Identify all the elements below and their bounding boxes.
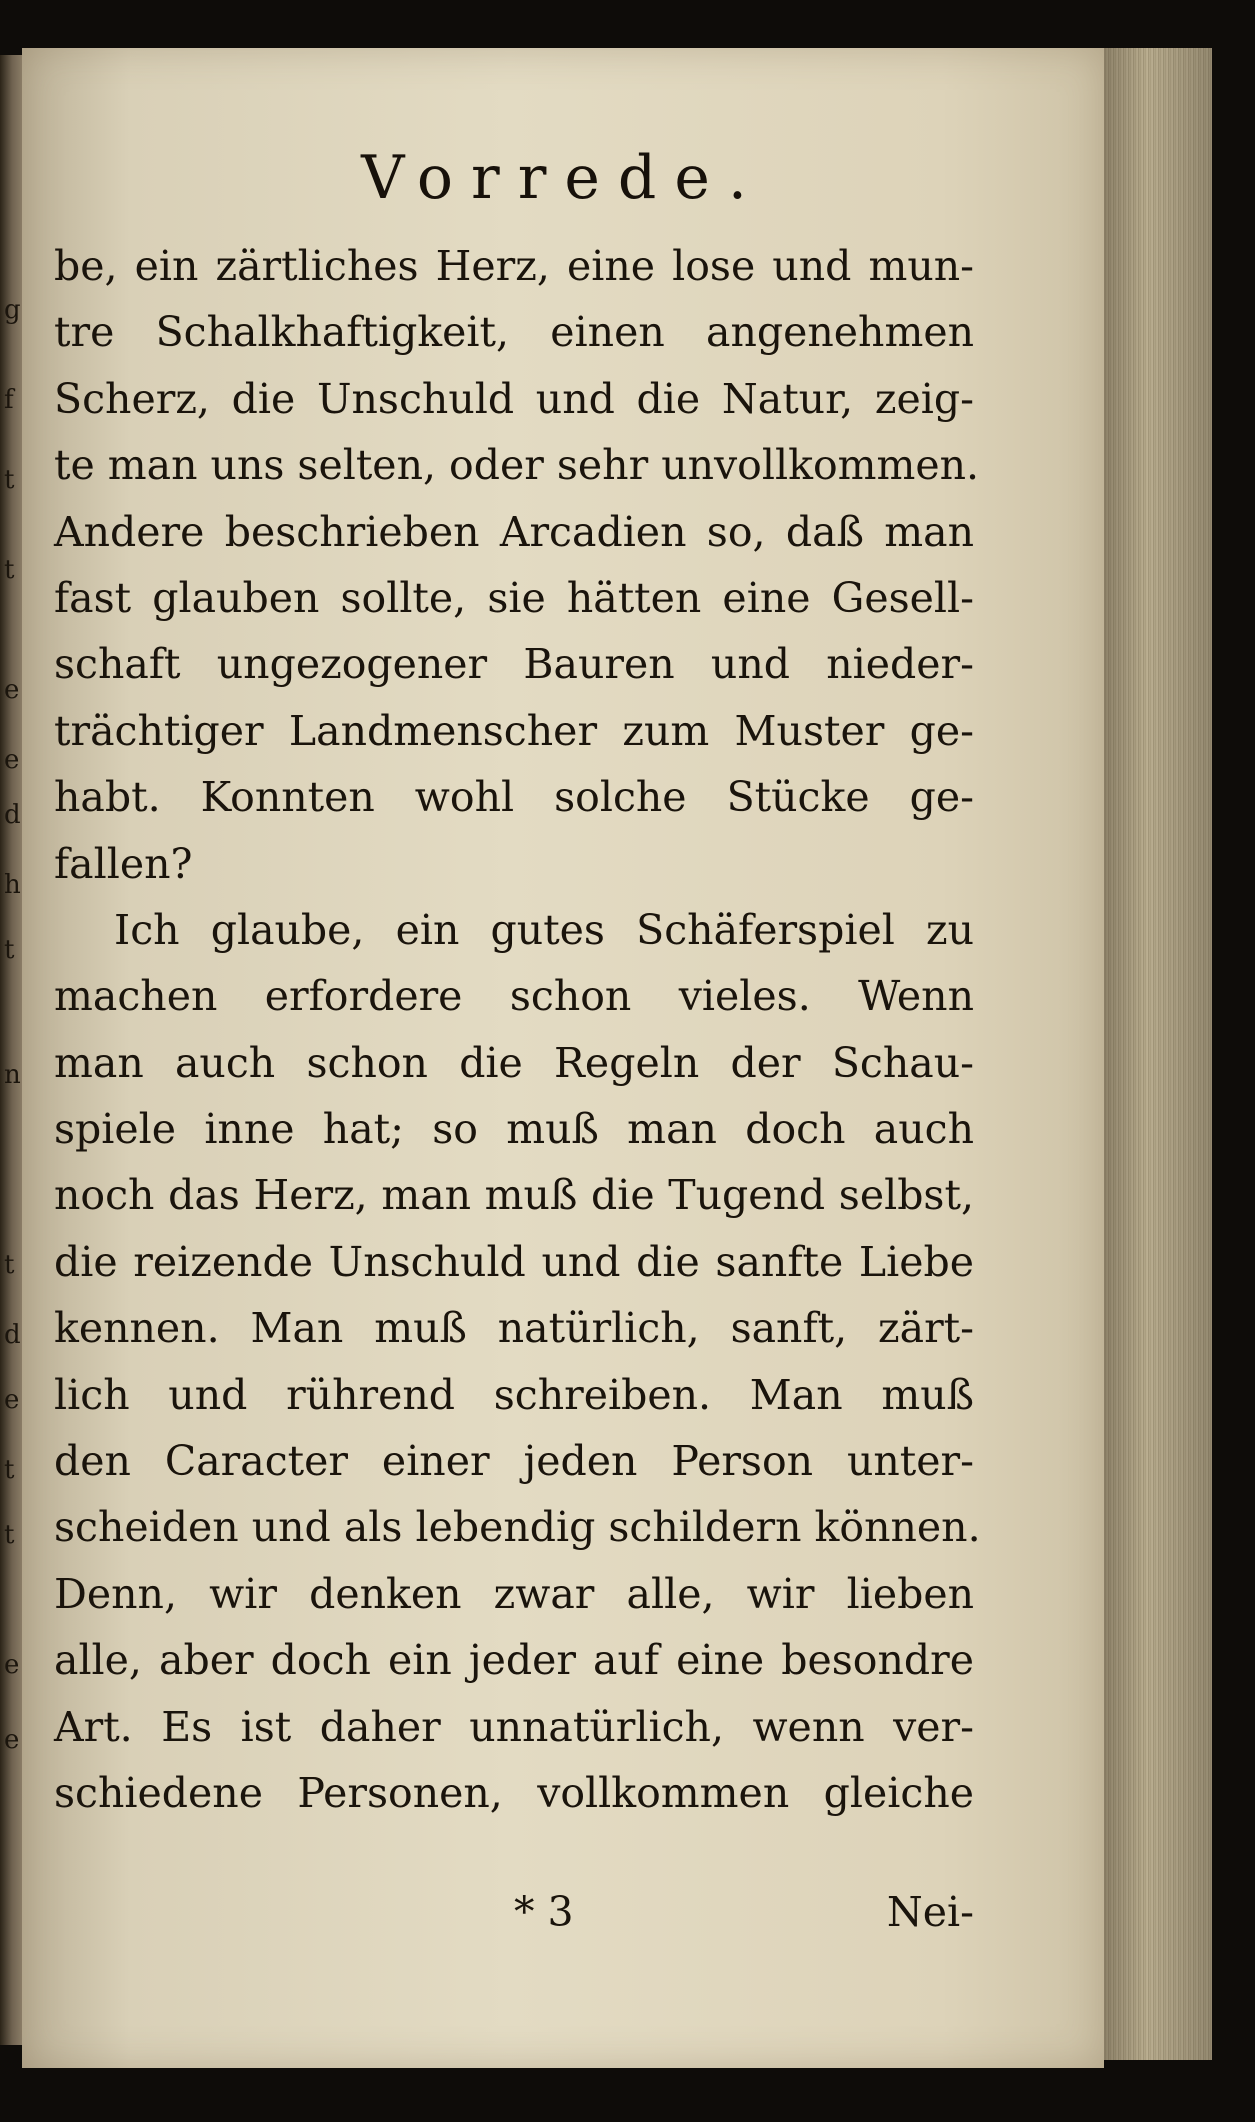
text-line: Art. Es ist daher unnatürlich, wenn ver- xyxy=(54,1702,974,1751)
previous-page-edge xyxy=(0,55,22,2045)
running-head: Vorrede. xyxy=(361,143,765,213)
text-line: tre Schalkhaftigkeit, einen angenehmen xyxy=(54,308,974,357)
text-line: Scherz, die Unschuld und die Natur, zeig- xyxy=(54,374,974,423)
text-line: den Caracter einer jeden Person unter- xyxy=(54,1437,974,1486)
previous-page-fragment: t xyxy=(4,1250,15,1280)
previous-page-fragment: t xyxy=(4,555,15,585)
text-line: Andere beschrieben Arcadien so, daß man xyxy=(54,507,974,556)
previous-page-fragment: t xyxy=(4,935,15,965)
text-line: scheiden und als lebendig schildern können. xyxy=(54,1503,981,1552)
page-block-edge xyxy=(1104,48,1212,2060)
previous-page-fragment: f xyxy=(4,385,14,415)
page-block-shading xyxy=(1104,48,1212,2060)
previous-page-fragment: e xyxy=(4,1725,20,1755)
previous-page-fragment: d xyxy=(4,1320,21,1350)
text-line: man auch schon die Regeln der Schau- xyxy=(54,1038,974,1087)
text-line: kennen. Man muß natürlich, sanft, zärt- xyxy=(54,1304,974,1353)
text-line: die reizende Unschuld und die sanfte Liebe xyxy=(54,1237,974,1286)
previous-page-fragment: t xyxy=(4,1520,15,1550)
page-footer xyxy=(54,1888,974,1954)
text-line: noch das Herz, man muß die Tugend selbst, xyxy=(54,1171,974,1220)
text-line: Ich glaube, ein gutes Schäferspiel zu xyxy=(114,905,974,954)
text-line: te man uns selten, oder sehr unvollkommen. xyxy=(54,441,980,490)
text-line: trächtiger Landmenscher zum Muster ge- xyxy=(54,706,974,755)
text-line: machen erfordere schon vieles. Wenn xyxy=(54,972,974,1021)
text-line: habt. Konnten wohl solche Stücke ge- xyxy=(54,773,974,822)
previous-page-fragment: t xyxy=(4,1455,15,1485)
previous-page-fragment: e xyxy=(4,675,20,705)
text-line: schaft ungezogener Bauren und nieder- xyxy=(54,640,974,689)
body-text xyxy=(54,233,981,1826)
text-line: fast glauben sollte, sie hätten eine Gesell- xyxy=(54,573,974,622)
catchword: Nei- xyxy=(886,1888,974,1936)
text-line: lich und rührend schreiben. Man muß xyxy=(54,1370,974,1419)
text-line: Denn, wir denken zwar alle, wir lieben xyxy=(54,1569,974,1618)
book-page xyxy=(22,48,1104,2068)
previous-page-fragment: n xyxy=(4,1060,21,1090)
previous-page-fragment: e xyxy=(4,1650,20,1680)
previous-page-fragment: g xyxy=(4,295,21,325)
previous-page-fragment: e xyxy=(4,1385,20,1415)
previous-page-fragment: d xyxy=(4,800,21,830)
signature-mark: * 3 xyxy=(514,1888,574,1936)
text-line: fallen? xyxy=(54,839,193,888)
text-line: spiele inne hat; so muß man doch auch xyxy=(54,1105,974,1154)
previous-page-fragment: e xyxy=(4,745,20,775)
text-line: schiedene Personen, vollkommen gleiche xyxy=(54,1768,974,1817)
previous-page-fragment: h xyxy=(4,870,21,900)
text-line: alle, aber doch ein jeder auf eine besondre xyxy=(54,1636,974,1685)
text-line: be, ein zärtliches Herz, eine lose und mun- xyxy=(54,242,974,290)
previous-page-fragment: t xyxy=(4,465,15,495)
previous-page-fragments xyxy=(0,55,22,2045)
